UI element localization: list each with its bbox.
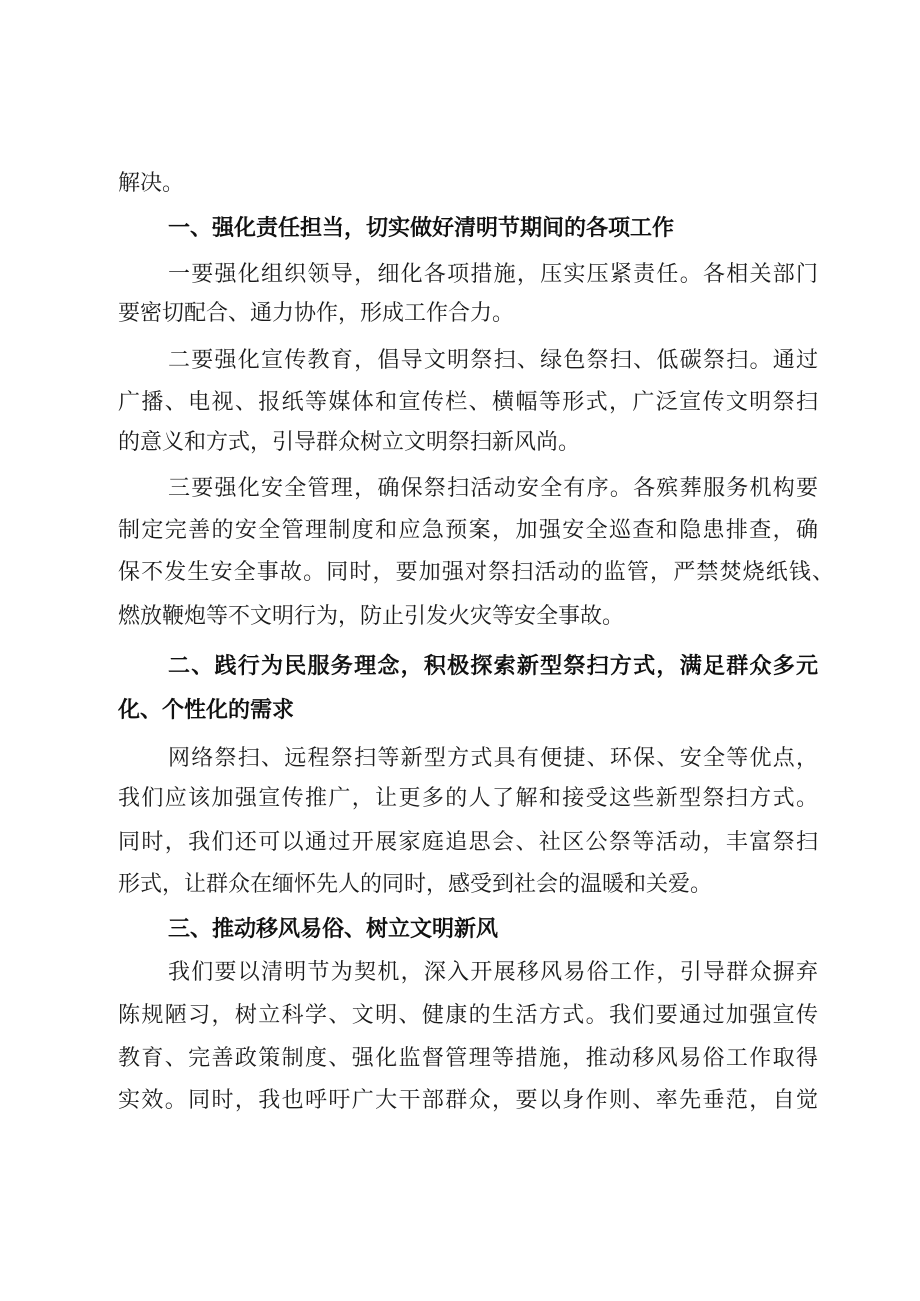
text-line: 二要强化宣传教育，倡导文明祭扫、绿色祭扫、低碳祭扫。通过 bbox=[168, 348, 818, 373]
text-line: 三要强化安全管理，确保祭扫活动安全有序。各殡葬服务机构要 bbox=[168, 476, 818, 501]
text-line: 教育、完善政策制度、强化监督管理等措施，推动移风易俗工作取得 bbox=[118, 1046, 818, 1071]
section-heading: 化、个性化的需求 bbox=[118, 698, 295, 723]
text-line: 制定完善的安全管理制度和应急预案，加强安全巡查和隐患排查，确 bbox=[118, 518, 818, 543]
text-line: 广播、电视、报纸等媒体和宣传栏、横幅等形式，广泛宣传文明祭扫 bbox=[118, 390, 818, 415]
text-line: 网络祭扫、远程祭扫等新型方式具有便捷、环保、安全等优点， bbox=[168, 746, 818, 771]
text-line: 的意义和方式，引导群众树立文明祭扫新风尚。 bbox=[118, 430, 581, 455]
text-line: 陈规陋习，树立科学、文明、健康的生活方式。我们要通过加强宣传 bbox=[118, 1003, 818, 1028]
text-line: 形式，让群众在缅怀先人的同时，感受到社会的温暖和关爱。 bbox=[118, 872, 713, 897]
section-heading: 三、推动移风易俗、树立文明新风 bbox=[168, 917, 499, 942]
text-line: 同时，我们还可以通过开展家庭追思会、社区公祭等活动，丰富祭扫 bbox=[118, 830, 818, 855]
section-heading: 二、践行为民服务理念，积极探索新型祭扫方式，满足群众多元 bbox=[168, 654, 818, 679]
text-line: 要密切配合、通力协作，形成工作合力。 bbox=[118, 301, 515, 326]
text-line: 燃放鞭炮等不文明行为，防止引发火灾等安全事故。 bbox=[118, 604, 625, 629]
section-heading: 一、强化责任担当，切实做好清明节期间的各项工作 bbox=[168, 216, 675, 241]
text-line: 我们应该加强宣传推广，让更多的人了解和接受这些新型祭扫方式。 bbox=[118, 786, 818, 811]
text-line: 一要强化组织领导，细化各项措施，压实压紧责任。各相关部门 bbox=[168, 262, 818, 287]
text-line: 解决。 bbox=[118, 171, 185, 196]
text-line: 我们要以清明节为契机，深入开展移风易俗工作，引导群众摒弃 bbox=[168, 960, 818, 985]
text-line: 实效。同时，我也呼吁广大干部群众，要以身作则、率先垂范，自觉 bbox=[118, 1088, 818, 1113]
text-line: 保不发生安全事故。同时，要加强对祭扫活动的监管，严禁焚烧纸钱、 bbox=[118, 560, 834, 585]
